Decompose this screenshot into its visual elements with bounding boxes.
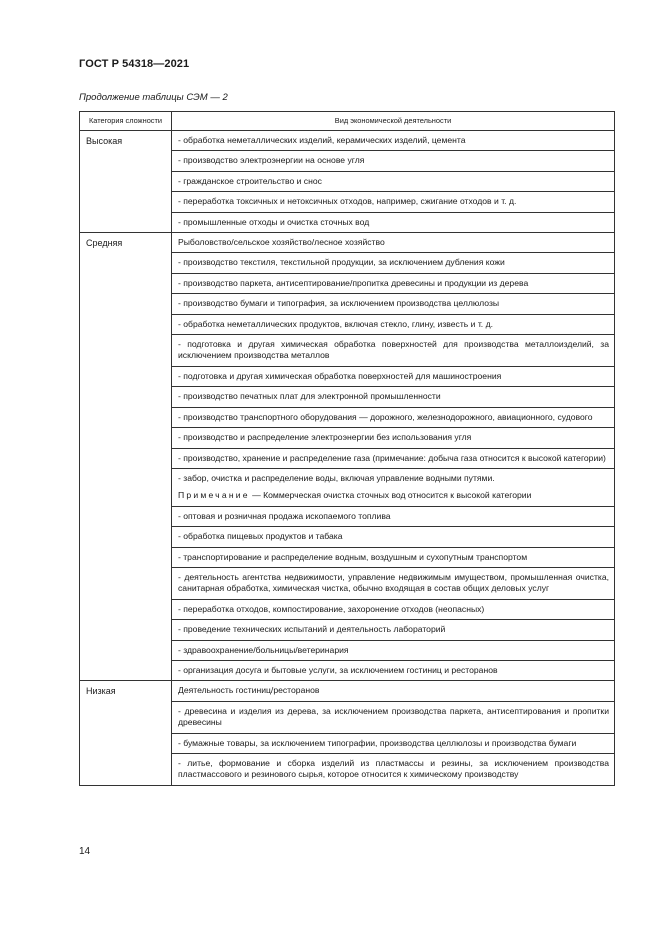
activity-cell: - производство, хранение и распределение газа (примечание: добыча газа относится к высокой категории) [172, 448, 615, 468]
activity-cell: - производство текстиля, текстильной продукции, за исключением дубления кожи [172, 253, 615, 273]
activity-cell: - производство печатных плат для электронной промышленности [172, 387, 615, 407]
activity-text: - забор, очистка и распределение воды, включая управление водными путями. [178, 472, 495, 483]
activity-cell: - гражданское строительство и снос [172, 171, 615, 191]
page-number: 14 [79, 846, 91, 857]
category-cell-medium: Средняя [80, 233, 172, 681]
activity-cell: - переработка токсичных и нетоксичных отходов, например, сжигание отходов и т. д. [172, 192, 615, 212]
activity-cell: - проведение технических испытаний и деятельность лабораторий [172, 620, 615, 640]
table-row [80, 681, 615, 701]
activity-cell: - здравоохранение/больницы/ветеринария [172, 640, 615, 660]
activity-cell: - переработка отходов, компостирование, захоронение отходов (неопасных) [172, 599, 615, 619]
activity-cell: Рыболовство/сельское хозяйство/лесное хозяйство [172, 233, 615, 253]
column-header-activity: Вид экономической деятельности [172, 112, 615, 131]
activity-cell: - оптовая и розничная продажа ископаемого топлива [172, 506, 615, 526]
table-caption: Продолжение таблицы СЭМ — 2 [79, 92, 228, 103]
activity-cell: - производство и распределение электроэнергии без использования угля [172, 428, 615, 448]
activity-cell: - подготовка и другая химическая обработка поверхностей для машиностроения [172, 366, 615, 386]
activity-cell: - производство транспортного оборудования — дорожного, железнодорожного, авиационного, судового [172, 407, 615, 427]
activity-cell: - подготовка и другая химическая обработка поверхностей для производства металлоизделий, за исключением производства металлов [172, 335, 615, 367]
note-label: Примечание [178, 490, 250, 501]
table-row [80, 131, 615, 151]
category-cell-high: Высокая [80, 131, 172, 233]
activity-cell: - организация досуга и бытовые услуги, за исключением гостиниц и ресторанов [172, 660, 615, 680]
activity-cell: - деятельность агентства недвижимости, управление недвижимым имуществом, промышленная очистка, санитарная обработка, химическая чистка, обычно входящая в состав общих деловых услуг [172, 567, 615, 599]
activity-cell: - литье, формование и сборка изделий из пластмассы и резины, за исключением производства пластмассового и резинового сырья, которое относится к химическому производству [172, 754, 615, 786]
activity-cell: - производство электроэнергии на основе угля [172, 151, 615, 171]
table-row [80, 233, 615, 253]
activity-cell-with-note [172, 468, 615, 506]
activity-cell: - обработка неметаллических изделий, керамических изделий, цемента [172, 131, 615, 151]
standard-header: ГОСТ Р 54318—2021 [79, 58, 190, 70]
category-cell-low: Низкая [80, 681, 172, 785]
activity-cell: - производство паркета, антисептирование/пропитка древесины и продукции из дерева [172, 273, 615, 293]
activity-cell: - транспортирование и распределение водным, воздушным и сухопутным транспортом [172, 547, 615, 567]
table-header-row [80, 112, 615, 131]
sem-table [79, 111, 615, 786]
activity-cell: - производство бумаги и типография, за исключением производства целлюлозы [172, 294, 615, 314]
note-text: — Коммерческая очистка сточных вод относится к высокой категории [249, 490, 532, 501]
activity-cell: - обработка пищевых продуктов и табака [172, 527, 615, 547]
activity-cell: - древесина и изделия из дерева, за исключением производства паркета, антисептирования и пропитки древесины [172, 701, 615, 733]
activity-cell: Деятельность гостиниц/ресторанов [172, 681, 615, 701]
activity-cell: - промышленные отходы и очистка сточных вод [172, 212, 615, 232]
column-header-category: Категория сложности [80, 112, 172, 131]
activity-cell: - обработка неметаллических продуктов, включая стекло, глину, известь и т. д. [172, 314, 615, 334]
note [178, 490, 609, 501]
activity-cell: - бумажные товары, за исключением типографии, производства целлюлозы и производства бумаги [172, 733, 615, 753]
